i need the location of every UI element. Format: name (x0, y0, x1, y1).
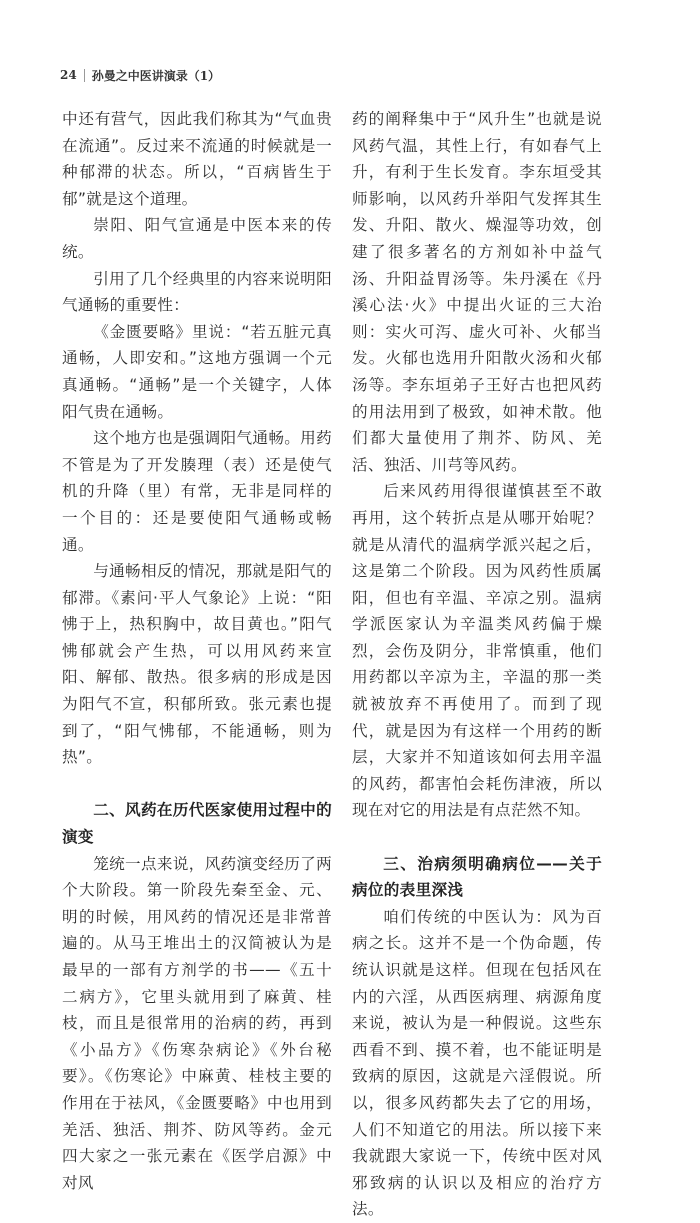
paragraph: 《金匮要略》里说：“若五脏元真通畅，人即安和。”这地方强调一个元真通畅。“通畅”是一个关键字，人体阳气贵在通畅。 (62, 322, 332, 421)
paragraph: 崇阳、阳气宣通是中医本来的传统。 (62, 216, 332, 261)
paragraph: 这个地方也是强调阳气通畅。用药不管是为了开发腠理（表）还是使气机的升降（里）有常，无非是同样的一个目的：还是要使阳气通畅或畅通。 (62, 429, 332, 554)
paragraph: 中还有营气，因此我们称其为“气血贵在流通”。反过来不流通的时候就是一种郁滞的状态。所以，“百病皆生于郁”就是这个道理。 (62, 110, 332, 208)
paragraph: 咱们传统的中医认为：风为百病之长。这并不是一个伪命题，传统认识就是这样。但现在包括风在内的六淫，从西医病理、病源角度来说，被认为是一种假说。这些东西看不到、摸不着，也不能证明是致病的原因，这就是六淫假说。所以，很多风药都失去了它的用场，人们不知道它的用法。所以接下来我就跟大家说一下，传统中医对风邪致病的认识以及相应的治疗方法。 (352, 907, 602, 1219)
paragraph: 引用了几个经典里的内容来说明阳气通畅的重要性： (62, 269, 332, 315)
paragraph: 与通畅相反的情况，那就是阳气的郁滞。《素问·平人气象论》上说：“阳怫于上，热积胸中，故目黄也。”阳气怫郁就会产生热，可以用风药来宣阳、解郁、散热。很多病的形成是因为阳气不宣，积郁所致。张元素也提到了，“阳气怫郁，不能通畅，则为热”。 (62, 562, 332, 767)
book-title: 孙曼之中医讲演录（1） (91, 68, 221, 83)
right-column (352, 106, 602, 1223)
page-number: 24 (60, 68, 77, 82)
paragraph: 后来风药用得很谨慎甚至不敢再用，这个转折点是从哪开始呢？就是从清代的温病学派兴起之后，这是第二个阶段。因为风药性质属阳，但也有辛温、辛凉之别。温病学派医家认为辛温类风药偏于燥烈，会伤及阴分，非常慎重，他们用药都以辛凉为主，辛温的那一类就被放弃不再使用了。而到了现代，就是因为有这样一个用药的断层，大家并不知道该如何去用辛温的风药，都害怕会耗伤津液，所以现在对它的用法是有点茫然不知。 (352, 482, 602, 820)
section-gap (352, 824, 602, 851)
section-heading: 三、治病须明确病位——关于病位的表里深浅 (352, 854, 602, 900)
running-header (60, 66, 220, 84)
paragraph: 药的阐释集中于“风升生”也就是说风药气温，其性上行，有如春气上升，有利于生长发育。李东垣受其师影响，以风药升举阳气发挥其生发、升阳、散火、燥湿等功效，创建了很多著名的方剂如补中益气汤、升阳益胃汤等。朱丹溪在《丹溪心法·火》中提出火证的三大治则：实火可泻、虚火可补、火郁当发。火郁也选用升阳散火汤和火郁汤等。李东垣弟子王好古也把风药的用法用到了极致，如神术散。他们都大量使用了荆芥、防风、羌活、独活、川芎等风药。 (352, 110, 602, 474)
paragraph: 笼统一点来说，风药演变经历了两个大阶段。第一阶段先秦至金、元、明的时候，用风药的情况还是非常普遍的。从马王堆出土的汉简被认为是最早的一部有方剂学的书——《五十二病方》，它里头就用到了麻黄、桂枝，而且是很常用的治病的药，再到《小品方》《伤寒杂病论》《外台秘要》。《伤寒论》中麻黄、桂枝主要的作用在于祛风，《金匮要略》中也用到羌活、独活、荆芥、防风等药。金元四大家之一张元素在《医学启源》中对风 (62, 854, 332, 1192)
left-column (62, 106, 332, 1196)
header-divider (84, 69, 85, 82)
section-heading: 二、风药在历代医家使用过程中的演变 (62, 801, 332, 847)
section-gap (62, 771, 332, 798)
